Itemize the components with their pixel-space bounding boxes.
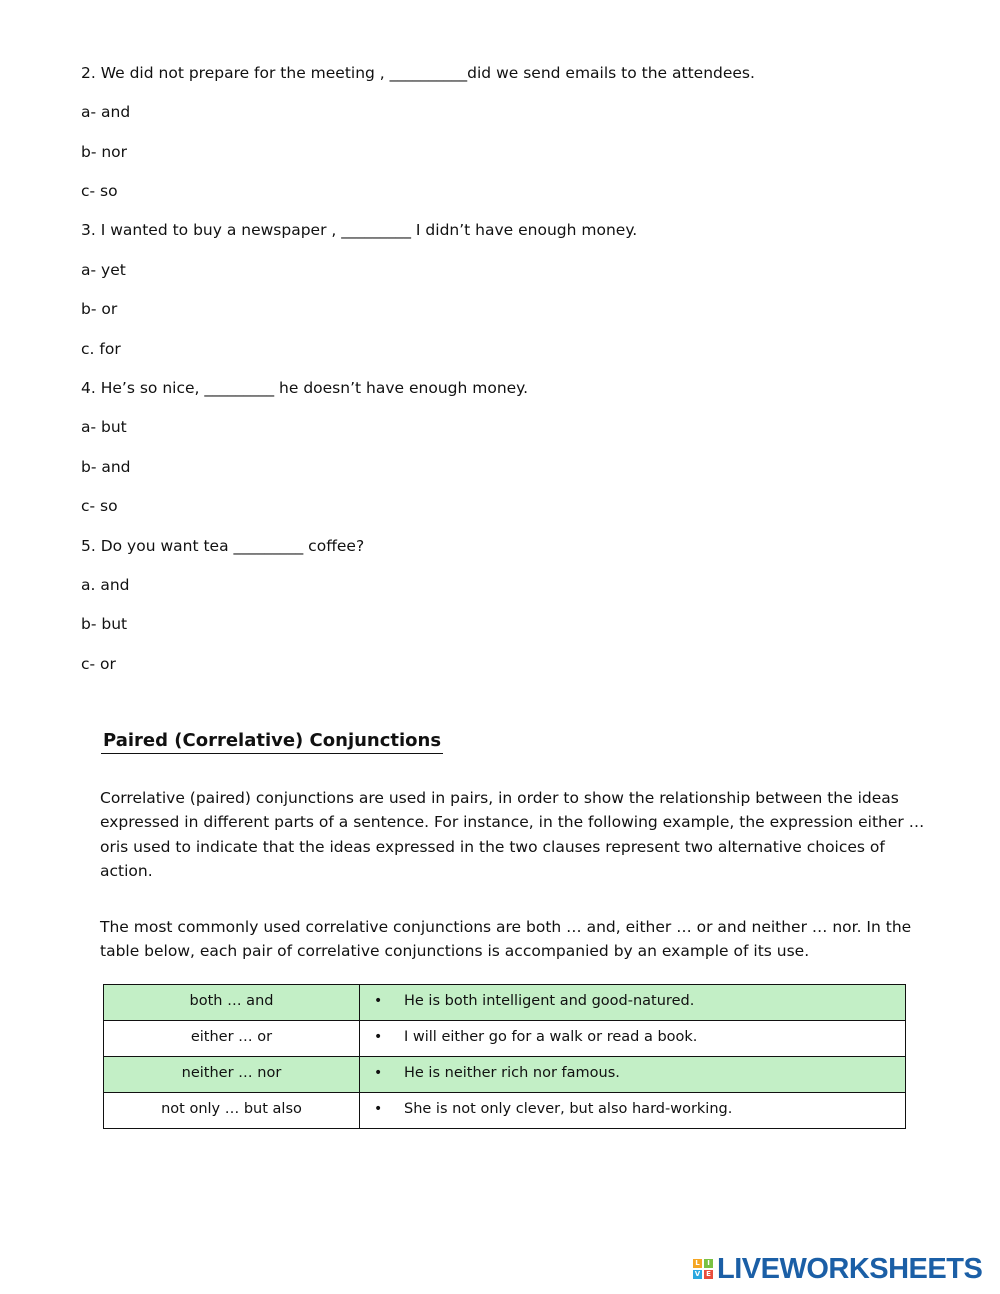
logo-text: LIVEWORKSHEETS xyxy=(717,1253,983,1285)
logo-tile-e: E xyxy=(704,1270,713,1279)
example-sentence: He is both intelligent and good-natured. xyxy=(404,993,695,1009)
question-4-stem: 4. He’s so nice, _________ he doesn’t have enough money. xyxy=(81,379,529,397)
conjunction-pair: both … and xyxy=(104,985,360,1021)
question-3-option-a: a- yet xyxy=(81,261,126,279)
example-sentence: He is neither rich nor famous. xyxy=(404,1065,620,1081)
conjunction-pair: not only … but also xyxy=(104,1093,360,1129)
example-cell xyxy=(360,1021,906,1057)
example-cell xyxy=(360,985,906,1021)
question-5-stem: 5. Do you want tea _________ coffee? xyxy=(81,537,365,555)
question-2-stem: 2. We did not prepare for the meeting , __________did we send emails to the attendees. xyxy=(81,64,755,82)
usage-paragraph: The most commonly used correlative conjunctions are both … and, either … or and neither … nor. In the table below, each pair of correlative conjunctions is accompanied by an example of its use. xyxy=(100,918,912,961)
example-cell xyxy=(360,1093,906,1129)
example-sentence: She is not only clever, but also hard-working. xyxy=(404,1101,733,1117)
bullet-icon: • xyxy=(374,1029,383,1045)
question-2-option-b: b- nor xyxy=(81,143,128,161)
table-row xyxy=(104,1093,906,1129)
question-2-option-c: c- so xyxy=(81,182,118,200)
question-5-option-c: c- or xyxy=(81,655,116,673)
question-3-option-b: b- or xyxy=(81,300,118,318)
liveworksheets-logo[interactable] xyxy=(693,1255,982,1283)
conjunctions-table xyxy=(103,984,906,1129)
bullet-icon: • xyxy=(374,993,383,1009)
question-2-option-a: a- and xyxy=(81,103,131,121)
example-cell xyxy=(360,1057,906,1093)
logo-tile-i: I xyxy=(704,1259,713,1268)
logo-tile-l: L xyxy=(693,1259,702,1268)
logo-tile-v: V xyxy=(694,1270,701,1278)
question-3-stem: 3. I wanted to buy a newspaper , _________ I didn’t have enough money. xyxy=(81,221,638,239)
section-title: Paired (Correlative) Conjunctions xyxy=(101,730,443,754)
bullet-icon: • xyxy=(374,1101,383,1117)
table-row xyxy=(104,1057,906,1093)
question-5-option-b: b- but xyxy=(81,615,128,633)
question-4-option-b: b- and xyxy=(81,458,131,476)
question-4-option-c: c- so xyxy=(81,497,118,515)
bullet-icon: • xyxy=(374,1065,383,1081)
question-5-option-a: a. and xyxy=(81,576,130,594)
logo-icon xyxy=(693,1259,713,1279)
example-sentence: I will either go for a walk or read a book. xyxy=(404,1029,698,1045)
intro-paragraph: Correlative (paired) conjunctions are used in pairs, in order to show the relationship between the ideas expressed in different parts of a sentence. For instance, in the following example, the expression either … oris used to indicate that the ideas expressed in the two clauses represent two alternative choices of action. xyxy=(100,789,925,881)
table-row xyxy=(104,985,906,1021)
table-row xyxy=(104,1021,906,1057)
conjunction-pair: neither … nor xyxy=(104,1057,360,1093)
conjunction-pair: either … or xyxy=(104,1021,360,1057)
question-3-option-c: c. for xyxy=(81,340,121,358)
question-4-option-a: a- but xyxy=(81,418,127,436)
